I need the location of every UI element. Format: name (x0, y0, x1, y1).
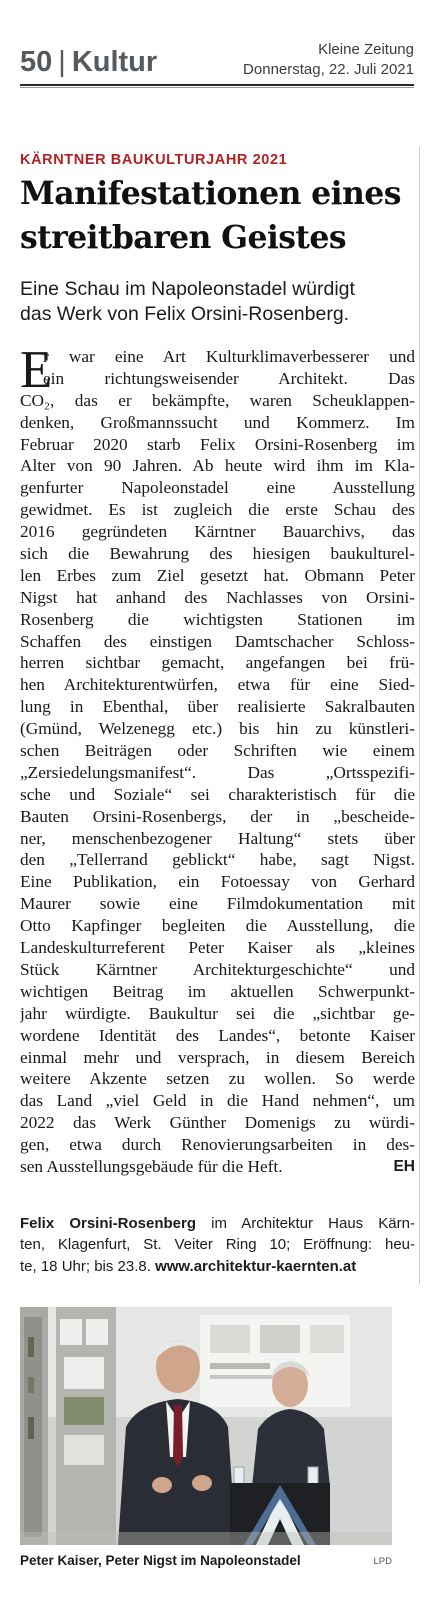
body-line: weitere Akzente setzen zu wollen. So werde (20, 1069, 415, 1089)
column-edge-line (419, 147, 420, 1284)
photo-illustration (20, 1307, 392, 1545)
body-line: Otto Kapfinger begleiten die Ausstellung, die (20, 916, 415, 936)
body-line: 2022 das Werk Günther Domenigs zu würdi- (20, 1113, 415, 1133)
info-website-link[interactable]: www.architektur-kaernten.at (155, 1257, 357, 1275)
body-line: das Land „viel Geld in die Hand nehmen“, um (20, 1091, 415, 1111)
body-last-line (20, 1156, 415, 1178)
header-rule-thin (20, 87, 414, 88)
body-line: „Zersiedelungsmanifest“. Das „Ortsspezifi- (20, 762, 415, 782)
publication-name: Kleine Zeitung (318, 41, 414, 58)
body-line: Maurer sowie eine Filmdokumentation mit (20, 894, 415, 914)
exhibition-info (20, 1213, 415, 1277)
photo-caption: Peter Kaiser, Peter Nigst im Napoleonstadel (20, 1553, 301, 1568)
article-photo (20, 1307, 392, 1545)
body-line: Rosenberg die wichtigsten Stationen im (20, 609, 415, 629)
page-number: 50 (20, 46, 53, 78)
page-header-section (20, 46, 157, 79)
body-line: Februar 2020 starb Felix Orsini-Rosenberg im (20, 434, 415, 454)
body-line: schen Beiträgen oder Schriften wie einem (20, 741, 415, 761)
body-line: CO₂, das er bekämpfte, waren Scheuklappen- (20, 390, 415, 410)
body-line: hen Architekturentwürfen, etwa für eine Sied- (20, 675, 415, 695)
body-line: einmal mehr und versprach, in diesem Bereich (20, 1047, 415, 1067)
body-line: r war eine Art Kulturklimaverbesserer und (43, 347, 415, 366)
drop-cap: E (20, 341, 53, 399)
body-line: den „Tellerrand geblickt“ habe, sagt Nigst. (20, 850, 415, 870)
body-line: (Gmünd, Welzenegg etc.) bis hin zu künstleri- (20, 719, 415, 739)
body-line: wichtigen Beitrag im aktuellen Schwerpunkt- (20, 981, 415, 1001)
body-line: lung in Ebenthal, über realisierte Sakralbauten (20, 697, 415, 717)
body-line: herren sichtbar gemacht, angefangen bei frü- (20, 653, 415, 673)
body-line: Eine Publikation, ein Fotoessay von Gerhard (20, 872, 415, 892)
author-initials: EH (393, 1157, 415, 1175)
body-line: gen, etwa durch Renovierungsarbeiten in des- (20, 1135, 415, 1155)
body-line: genfurter Napoleonstadel eine Ausstellung (20, 478, 415, 498)
article-kicker: KÄRNTNER BAUKULTURJAHR 2021 (20, 152, 288, 168)
article-subheadline (20, 277, 415, 327)
info-dates: te, 18 Uhr; bis 23.8. (20, 1257, 156, 1275)
info-line (20, 1213, 415, 1234)
article-headline (20, 172, 415, 260)
headline-line: Manifestationen eines (20, 175, 401, 212)
body-line: wordene Identität des Landes“, betonte Kaiser (20, 1025, 415, 1045)
headline-line: streitbaren Geistes (20, 219, 346, 256)
publication-date: Donnerstag, 22. Juli 2021 (243, 61, 414, 78)
photo-credit: LPD (373, 1556, 392, 1567)
body-line: Schaffen des einstigen Damtschacher Schloss- (20, 631, 415, 651)
body-line: Nigst hat anhand des Nachlasses von Orsini- (20, 587, 415, 607)
header-separator: | (58, 46, 66, 78)
body-line: sche und Soziale“ sei charakteristisch für die (20, 784, 415, 804)
body-line: denken, Großmannssucht und Kommerz. Im (20, 412, 415, 432)
body-line: 2016 gegründeten Kärntner Bauarchivs, das (20, 522, 415, 542)
header-rule (20, 84, 414, 86)
info-venue: im Architektur Haus Kärn- (196, 1215, 415, 1232)
section-name: Kultur (71, 46, 158, 78)
body-line: jahr würdigte. Baukultur sei die „sichtbar ge- (20, 1003, 415, 1023)
body-text-lines (20, 341, 415, 1156)
info-artist-name: Felix Orsini-Rosenberg (20, 1215, 197, 1232)
subhead-line: Eine Schau im Napoleonstadel würdigt (20, 278, 355, 300)
body-line: Landeskulturreferent Peter Kaiser als „kleines (20, 938, 415, 958)
article-body (20, 341, 415, 1178)
body-line: ner, menschenbezogener Haltung“ stets über (20, 828, 415, 848)
body-line: gewidmet. Es ist zugleich die erste Schau des (20, 500, 415, 520)
page-header-meta (243, 40, 414, 80)
body-line: Stück Kärntner Architekturgeschichte“ und (20, 959, 415, 979)
body-line: sich die Bewahrung des hiesigen baukulturel- (20, 544, 415, 564)
subhead-line: das Werk von Felix Orsini-Rosenberg. (20, 303, 350, 325)
info-line (20, 1256, 415, 1277)
body-line: Bauten Orsini-Rosenbergs, der in „bescheide- (20, 806, 415, 826)
body-line: len Erbes zum Ziel gesetzt hat. Obmann Peter (20, 565, 415, 585)
body-line: Alter von 90 Jahren. Ab heute wird ihm im Kla- (20, 456, 415, 476)
body-last-line-text: sen Ausstellungsgebäude für die Heft. (20, 1156, 283, 1176)
body-line: ein richtungsweisender Architekt. Das (43, 368, 415, 388)
info-line: ten, Klagenfurt, St. Veiter Ring 10; Eröffnung: heu- (20, 1236, 415, 1254)
